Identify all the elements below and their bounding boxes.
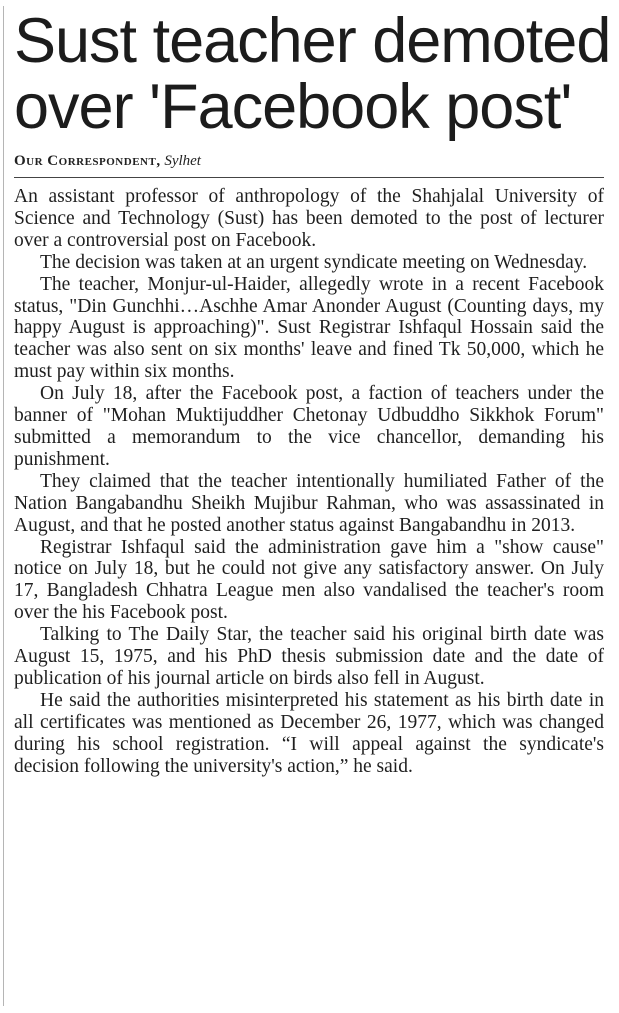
paragraph-8: He said the authorities misinterpreted his statement as his birth date in all certificates was mentioned as December 26, 1977, which was changed during his school registration. “I will appeal against the syndicate's decision following the university's action,” he said.	[14, 689, 604, 777]
paragraph-3: The teacher, Monjur-ul-Haider, allegedly wrote in a recent Facebook status, "Din Gunchhi…Aschhe Amar Anonder August (Counting days, my happy August is approaching)". Sust Registrar Ishfaqul Hossain said the teacher was also sent on six months' leave and fined Tk 50,000, which he must pay within six months.	[14, 273, 604, 383]
byline-correspondent: Our Correspondent,	[14, 153, 161, 169]
byline-divider	[14, 177, 604, 178]
article-body	[14, 186, 604, 777]
headline-text: Sust teacher demoted over 'Facebook post'	[14, 6, 611, 142]
paragraph-6: Registrar Ishfaqul said the administration gave him a "show cause" notice on July 18, but he could not give any satisfactory answer. On July 17, Bangladesh Chhatra League men also vandalised the teacher's room over the his Facebook post.	[14, 536, 604, 624]
paragraph-4: On July 18, after the Facebook post, a faction of teachers under the banner of "Mohan Muktijuddher Chetonay Udbuddho Sikkhok Forum" submitted a memorandum to the vice chancellor, demanding his punishment.	[14, 383, 604, 470]
paragraph-5: They claimed that the teacher intentionally humiliated Father of the Nation Bangabandhu Sheikh Mujibur Rahman, who was assassinated in August, and that he posted another status against Bangabandhu in 2013.	[14, 470, 604, 536]
clipping-left-rule	[3, 6, 4, 1006]
byline-location: Sylhet	[164, 153, 201, 169]
paragraph-2: The decision was taken at an urgent syndicate meeting on Wednesday.	[40, 251, 588, 273]
news-article	[14, 6, 611, 777]
paragraph-1: An assistant professor of anthropology of the Shahjalal University of Science and Technology (Sust) has been demoted to the post of lecturer over a controversial post on Facebook.	[14, 186, 604, 251]
headline	[14, 6, 611, 142]
paragraph-7: Talking to The Daily Star, the teacher said his original birth date was August 15, 1975, and his PhD thesis submission date and the date of publication of his journal article on birds also fell in August.	[14, 624, 604, 689]
byline	[14, 152, 604, 170]
